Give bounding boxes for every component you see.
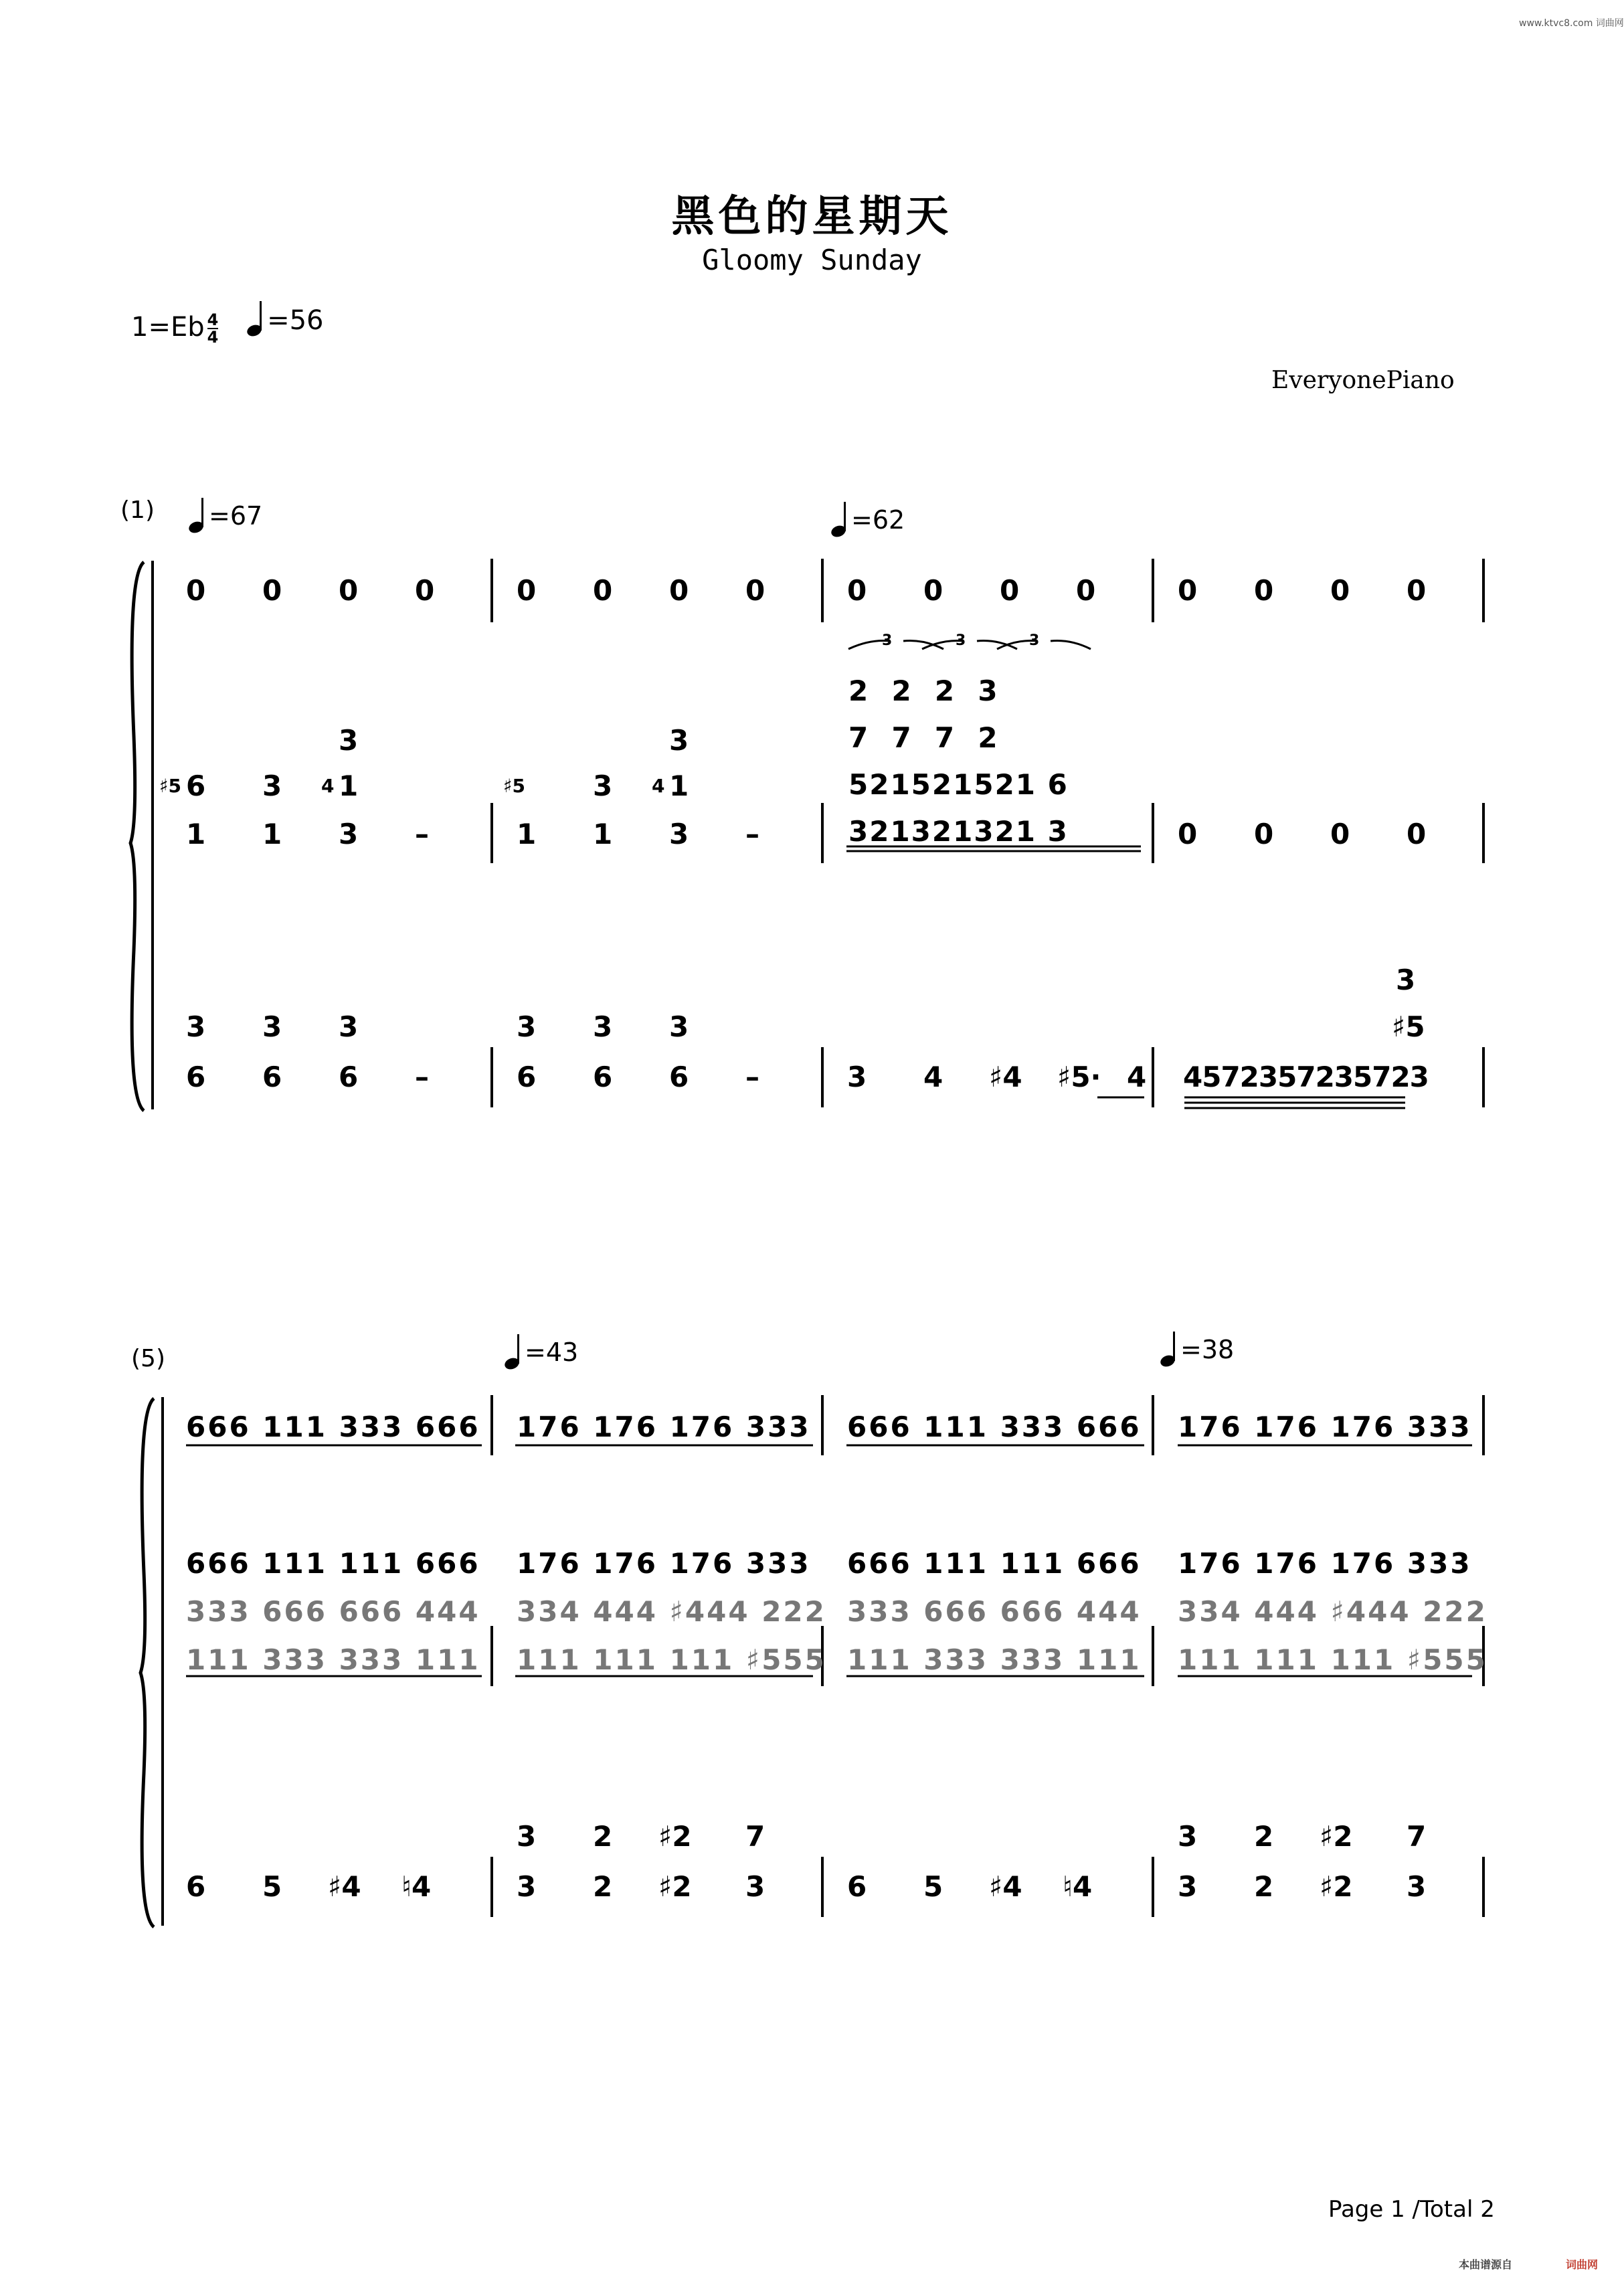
rest: 0 — [1254, 818, 1274, 850]
grace-note: ♯5 — [159, 775, 182, 797]
note: 7 — [1407, 1820, 1427, 1853]
note: 3 — [262, 769, 282, 802]
note: 3 — [1396, 964, 1416, 996]
dash: – — [745, 818, 759, 850]
note: 2 — [593, 1820, 613, 1853]
chord-row: 334 444 ♯444 222 — [1178, 1595, 1487, 1628]
note: 1 — [262, 818, 282, 850]
rest: 0 — [1407, 574, 1427, 607]
note: 3 — [745, 1870, 765, 1903]
note: 6 — [262, 1061, 282, 1093]
note: 5 — [262, 1870, 282, 1903]
note: ♮4 — [401, 1870, 432, 1903]
note: 3 — [517, 1820, 537, 1853]
rest: 0 — [847, 574, 867, 607]
rest: 0 — [1330, 574, 1350, 607]
page-indicator: Page 1 /Total 2 — [1328, 2196, 1495, 2223]
note: ♯5· — [1057, 1061, 1101, 1093]
note: 6 — [186, 1870, 206, 1903]
triplet-mark: 3 — [956, 632, 966, 649]
chord-row: 334 444 ♯444 222 — [517, 1595, 826, 1628]
note: 2 — [1254, 1820, 1274, 1853]
note: 6 — [847, 1870, 867, 1903]
tempo-mark-5a: =43 — [505, 1336, 578, 1369]
note: 3 — [517, 1870, 537, 1903]
note: 3 — [339, 818, 359, 850]
note: ♯2 — [1320, 1820, 1353, 1853]
note: 3 — [669, 724, 689, 757]
rest: 0 — [1076, 574, 1096, 607]
chord-row: 111 333 333 111 — [847, 1643, 1142, 1676]
note: 3 — [593, 769, 613, 802]
note: 1 — [517, 818, 537, 850]
chord-row: 176 176 176 333 — [517, 1547, 811, 1580]
rest: 0 — [517, 574, 537, 607]
score-title: 黑色的星期天 — [671, 192, 953, 242]
note-group: 176 176 176 333 — [517, 1410, 811, 1443]
note: 3 — [1407, 1870, 1427, 1903]
note: 6 — [186, 1061, 206, 1093]
site-watermark-top: www.ktvc8.com 词曲网 — [1519, 18, 1624, 29]
note: 4 — [923, 1061, 943, 1093]
note: 5 — [923, 1870, 943, 1903]
note: 6 — [669, 1061, 689, 1093]
note: 3 — [262, 1010, 282, 1043]
note: 3 — [517, 1010, 537, 1043]
rest: 0 — [415, 574, 435, 607]
chord-row: 666 111 111 666 — [186, 1547, 480, 1580]
rest: 0 — [1330, 818, 1350, 850]
note: 3 — [1178, 1870, 1198, 1903]
triplet-mark: 3 — [1029, 632, 1040, 649]
chord-row: 111 111 111 ♯555 — [517, 1643, 826, 1676]
chord-row: 7 7 7 2 — [848, 721, 999, 754]
note: 2 — [593, 1870, 613, 1903]
site-logo: 词曲网 — [1566, 2258, 1599, 2271]
system-number-5: (5) — [131, 1345, 165, 1372]
note: 3 — [669, 818, 689, 850]
score-subtitle: Gloomy Sunday — [702, 244, 922, 276]
rest: 0 — [1178, 818, 1198, 850]
note: 3 — [339, 724, 359, 757]
note: 6 — [186, 769, 206, 802]
note: ♯2 — [658, 1870, 692, 1903]
tempo-mark-1a: =67 — [189, 499, 262, 533]
note-group: 176 176 176 333 — [1178, 1410, 1472, 1443]
note: ♯4 — [989, 1061, 1022, 1093]
rest: 0 — [593, 574, 613, 607]
note: 4 — [1127, 1061, 1147, 1093]
chord-row: 321321321 3 — [848, 815, 1069, 848]
note: 7 — [745, 1820, 765, 1853]
note: 3 — [593, 1010, 613, 1043]
note: 1 — [186, 818, 206, 850]
dash: – — [415, 1061, 429, 1093]
chord-row: 176 176 176 333 — [1178, 1547, 1472, 1580]
note-group: 666 111 333 666 — [847, 1410, 1142, 1443]
note: 3 — [339, 1010, 359, 1043]
note: 3 — [669, 1010, 689, 1043]
note: 1 — [339, 769, 359, 802]
note: 1 — [669, 769, 689, 802]
tempo-mark-1b: =62 — [831, 503, 905, 537]
note-run: 4572357235723 — [1183, 1061, 1429, 1093]
grace-note: 4 — [321, 775, 335, 797]
rest: 0 — [1000, 574, 1020, 607]
rest: 0 — [1407, 818, 1427, 850]
note: 2 — [1254, 1870, 1274, 1903]
dash: – — [745, 1061, 759, 1093]
dash: – — [415, 818, 429, 850]
note: 3 — [1178, 1820, 1198, 1853]
system-number-1: (1) — [120, 496, 155, 524]
chord-row: 521521521 6 — [848, 768, 1069, 801]
triplet-mark: 3 — [882, 632, 893, 649]
chord-row: 333 666 666 444 — [847, 1595, 1142, 1628]
chord-row: 111 333 333 111 — [186, 1643, 480, 1676]
note: 1 — [593, 818, 613, 850]
rest: 0 — [186, 574, 206, 607]
note: ♯4 — [328, 1870, 361, 1903]
note: 6 — [593, 1061, 613, 1093]
chord-row: 2 2 2 3 — [848, 674, 999, 707]
arranger: EveryonePiano — [1271, 367, 1455, 394]
note: ♯5 — [1392, 1010, 1425, 1043]
rest: 0 — [745, 574, 765, 607]
note: 3 — [847, 1061, 867, 1093]
chord-row: 111 111 111 ♯555 — [1178, 1643, 1487, 1676]
note: ♯4 — [989, 1870, 1022, 1903]
grace-note: 4 — [652, 775, 665, 797]
note-group: 666 111 333 666 — [186, 1410, 480, 1443]
rest: 0 — [1178, 574, 1198, 607]
key-signature: 1=Eb — [131, 312, 205, 343]
source-watermark: 本曲谱源自 — [1459, 2258, 1513, 2271]
tempo-mark-5b: =38 — [1160, 1333, 1234, 1366]
chord-row: 666 111 111 666 — [847, 1547, 1142, 1580]
time-signature: $\frac{4}{4}$ — [207, 310, 219, 347]
rest: 0 — [923, 574, 943, 607]
note: ♮4 — [1063, 1870, 1093, 1903]
note: ♯2 — [1320, 1870, 1353, 1903]
chord-row: 333 666 666 444 — [186, 1595, 480, 1628]
note: 6 — [339, 1061, 359, 1093]
rest: 0 — [1254, 574, 1274, 607]
rest: 0 — [262, 574, 282, 607]
note: 6 — [517, 1061, 537, 1093]
note: ♯2 — [658, 1820, 692, 1853]
rest: 0 — [339, 574, 359, 607]
grace-note: ♯5 — [503, 775, 526, 797]
rest: 0 — [669, 574, 689, 607]
note: 3 — [186, 1010, 206, 1043]
tempo-mark: =56 — [247, 302, 323, 336]
